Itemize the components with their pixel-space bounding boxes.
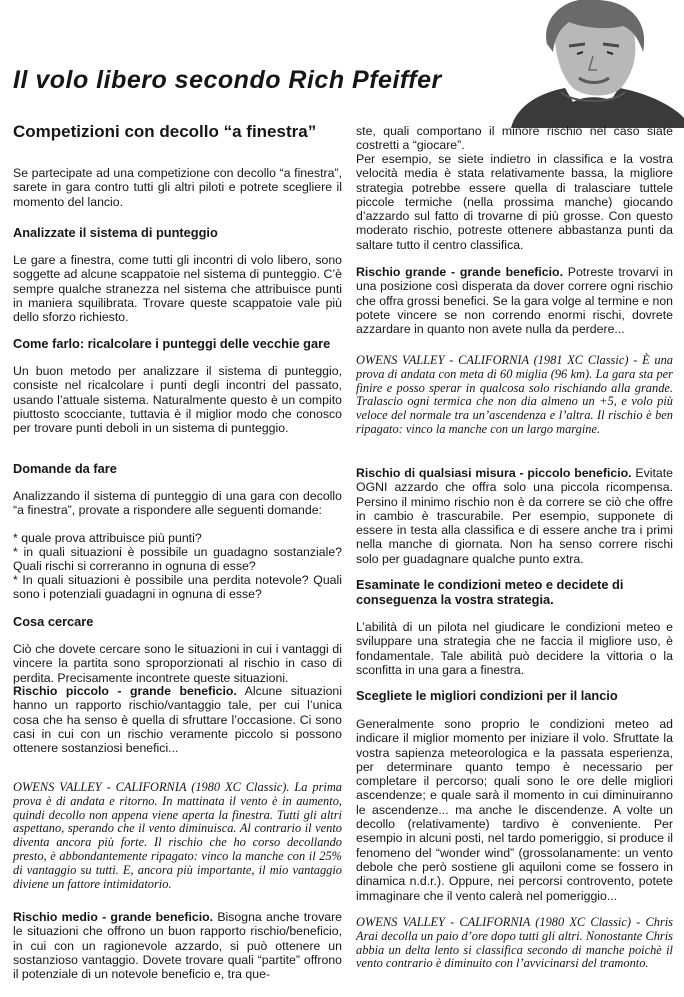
section-heading: Competizioni con decollo “a finestra” (13, 122, 317, 141)
paragraph-weather: L’abilità di un pilota nel giudicare le condizioni meteo e sviluppare una strategia che ne faccia il migliore uso, è fondamentale. Tale abilità può decidere la vittoria o la sconfitta in una gara a finestra. (356, 620, 673, 677)
subheading-weather: Esaminate le condizioni meteo e decidete di conseguenza la vostra strategia. (356, 577, 624, 607)
subheading-what-to-look: Cosa cercare (13, 614, 94, 629)
paragraph-questions-intro: Analizzando il sistema di punteggio di una gara con decollo “a finestra”, provate a rispondere alle seguenti domande: (13, 489, 342, 518)
lead-big-risk: Rischio grande - grande beneficio. (356, 265, 563, 279)
lead-medium-risk: Rischio medio - grande beneficio. (13, 910, 214, 924)
question-item: * in quali situazioni è possibile un guadagno sostanziale? Quali rischi si correranno in ognuna di esse? (13, 545, 342, 574)
subheading-scoring: Analizzate il sistema di punteggio (13, 225, 218, 240)
paragraph-recalc: Un buon metodo per analizzare il sistema di punteggio, consiste nel ricalcolare i punti degli incontri del passato, usando l’attuale sistema. Naturalmente questo è un compito piuttosto scocciante, tuttavia è il miglior modo che conosco per trovare punti deboli in un sistema di punteggio. (13, 364, 342, 436)
text-big-risk: Potreste trovarvi in una posizione così disperata da dover correre ogni rischio che offra grossi benefici. Se la gara volge al termine e non potete vincere se non correndo enormi rischi, dovrete azzardare in quanto non avete nulla da perdere... (356, 265, 673, 337)
text-small-risk: Alcune situazioni hanno un rapporto rischio/vantaggio tale, per cui l’unica cosa che ha senso è quella di sfruttare l’occasione. Ci sono casi in cui con un rischio veramente piccolo si possono ottenere sostanziosi benefici... (13, 684, 342, 756)
text-any-risk: Evitate OGNI azzardo che offra solo una piccola ricompensa. Persino il minimo rischio non è da correre se ciò che offre in cambio è trascurabile. Per esempio, supponete di essere in testa alla classifica e di essere anche tra i primi nella manche di giornata. Non ha senso correre rischi solo per guadagnare qualche punto extra. (356, 466, 673, 566)
question-item: * quale prova attribuisce più punti? (13, 531, 202, 545)
photo-caption: OWENS VALLEY - CALIFORNIA (1980 XC Classic). La prima prova è di andata e ritorno. In mattinata il vento è in aumento, quindi decollo non appena viene aperta la finestra. Tutti gli altri aspettano, sperando che il vento diminuisca. Al contrario il vento diventa ancora più forte. Il rischio che ho corso decollando presto, è abbondantemente ripagato: vinco la manche con il 25% di vantaggio su tutti. E, ancora più importante, il mio vantaggio diviene un fattore intimidatorio. (13, 780, 342, 891)
author-portrait (503, 0, 684, 128)
subheading-launch: Scegliete le migliori condizioni per il lancio (356, 688, 618, 703)
paragraph-scoring: Le gare a finestra, come tutti gli incontri di volo libero, sono soggette ad alcune scappatoie nel sistema di punteggio. C’è sempre qualche stranezza nel sistema che attribuisce punti in maniera squilibrata. Trovare queste scappatoie vale più dello sforzo richiesto. (13, 253, 342, 325)
paragraph-continued: ste, quali comportano il minore rischio nel caso siate costretti a “giocare”. (356, 124, 673, 153)
lead-small-risk: Rischio piccolo - grande beneficio. (13, 684, 237, 698)
question-item: * In quali situazioni è possibile una perdita notevole? Quali sono i potenziali guadagni in ognuna di esse? (13, 573, 342, 602)
paragraph-big-risk (356, 265, 673, 336)
paragraph-launch: Generalmente sono proprio le condizioni meteo ad indicare il miglior momento per iniziare il volo. Sfruttate la vostra sapienza meteorologica e la passata esperienza, per determinare quanto tempo è necessario per completare il percorso; quali sono le ore delle migliori ascendenze; e quale sarà il momento in cui diminuiranno le ascendenze... ma anche le discendenze. A volte un decollo (relativamente) tardivo è conveniente. Per esempio in alcuni posti, nel tardo pomeriggio, si produce il fenomeno del “wonder wind” (grossolanamente: un vento debole che però sostiene gli aquiloni come se fossero in dinamica n.d.r.). Oppure, nei percorsi controvento, potete immaginare che il vento calerà nel pomeriggio... (356, 717, 673, 903)
paragraph-any-risk (356, 466, 673, 566)
subheading-questions: Domande da fare (13, 461, 117, 476)
paragraph-example: Per esempio, se siete indietro in classifica e la vostra velocità media è stata relativamente bassa, la migliore strategia potrebbe essere quella di tralasciare tuttele piccole termiche (nella prossima manche) giocando d’azzardo sul fatto di trovarne di più grosse. Con questo moderato rischio, potreste ottenere abbastanza punti da saltare tutto il centro classifica. (356, 152, 673, 252)
photo-caption: OWENS VALLEY - CALIFORNIA (1980 XC Classic) - Chris Arai decolla un paio d’ore dopo tutti gli altri. Nonostante Chris abbia un delta lento si classifica secondo di manche poichè il vento contrario è diminuito con l’avvicinarsi del tramonto. (356, 915, 673, 971)
lead-any-risk: Rischio di qualsiasi misura - piccolo beneficio. (356, 466, 632, 480)
text-medium-risk: Bisogna anche trovare le situazioni che offrono un buon rapporto rischio/beneficio, in cui con un ragionevole azzardo, si può ottenere un sostanzioso vantaggio. Dovete trovare quali “partite” offrono il potenziale di un notevole beneficio e, tra que- (13, 910, 343, 982)
subheading-recalc: Come farlo: ricalcolare i punteggi delle vecchie gare (13, 336, 331, 351)
article-title: Il volo libero secondo Rich Pfeiffer (13, 66, 442, 94)
paragraph-small-risk (13, 684, 342, 755)
paragraph-medium-risk (13, 910, 342, 981)
photo-caption: OWENS VALLEY - CALIFORNIA (1981 XC Classic) - È una prova di andata con meta di 60 miglia (96 km). La gara sta per finire e posso sperar in qualcosa solo rischiando alla grande. Tralascio ogni termica che non dia almeno un +5, e volo più veloce del normale tra un’ascendenza e l’altra. Il rischio è ben ripagato: vinco la manche con un largo margine. (356, 353, 673, 436)
paragraph-what-to-look: Ciò che dovete cercare sono le situazioni in cui i vantaggi di vincere la partita sono sproporzionati al rischio in caso di perdita. Precisamente incontrete queste situazioni. (13, 642, 342, 685)
intro-paragraph: Se partecipate ad una competizione con decollo “a finestra”, sarete in gara contro tutti gli altri piloti e potrete scegliere il momento del lancio. (13, 166, 342, 209)
